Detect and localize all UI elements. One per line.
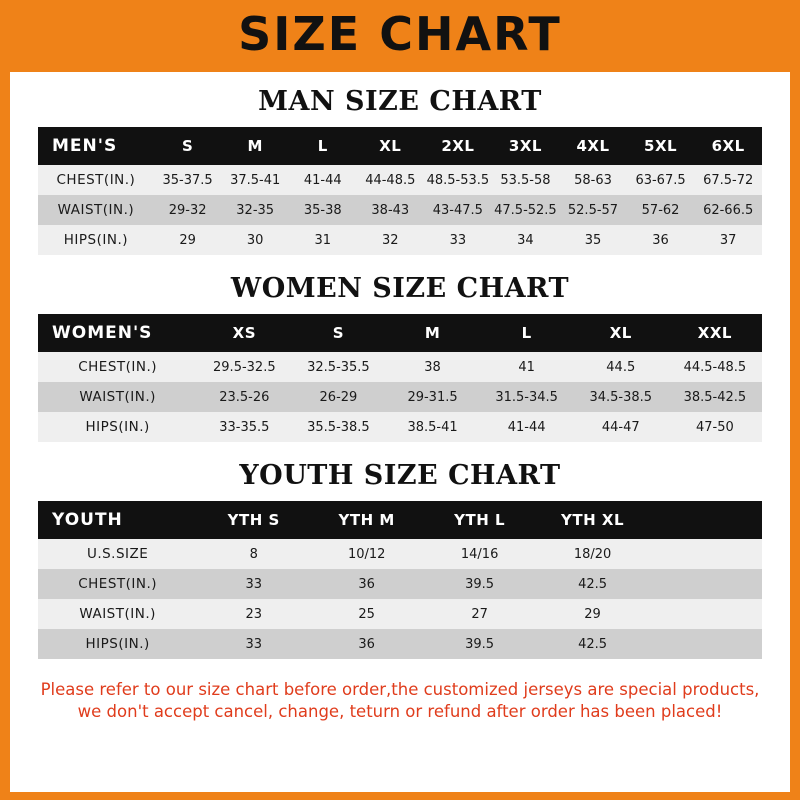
women-cell-1-4: 34.5-38.5 [574, 382, 668, 412]
header-bar [10, 0, 790, 72]
man-cell-0-3: 44-48.5 [357, 165, 425, 195]
man-cell-0-6: 58-63 [559, 165, 627, 195]
man-col-0: S [154, 127, 222, 165]
man-cell-0-5: 53.5-58 [492, 165, 560, 195]
table-row [38, 629, 762, 659]
man-header-label: MEN'S [38, 127, 154, 165]
women-cell-2-2: 38.5-41 [385, 412, 479, 442]
man-col-5: 3XL [492, 127, 560, 165]
youth-cell-2-0: 23 [197, 599, 310, 629]
youth-cell-1-3: 42.5 [536, 569, 649, 599]
youth-cell-0-0: 8 [197, 539, 310, 569]
youth-col-3: YTH XL [536, 501, 649, 539]
youth-cell-2-2: 27 [423, 599, 536, 629]
man-cell-1-2: 35-38 [289, 195, 357, 225]
man-size-chart [10, 127, 790, 255]
page-title: SIZE CHART [238, 7, 562, 61]
table-row [38, 225, 762, 255]
youth-row-3-label: HIPS(IN.) [38, 629, 197, 659]
man-row-2-label: HIPS(IN.) [38, 225, 154, 255]
youth-size-table [38, 501, 762, 659]
women-cell-2-5: 47-50 [668, 412, 762, 442]
section-title-women: WOMEN SIZE CHART [230, 273, 570, 304]
man-cell-2-2: 31 [289, 225, 357, 255]
table-header-row [38, 501, 762, 539]
women-cell-1-3: 31.5-34.5 [480, 382, 574, 412]
youth-row-2-label: WAIST(IN.) [38, 599, 197, 629]
note-line-1: Please refer to our size chart before order,the customized jerseys are special products, [40, 680, 760, 699]
youth-col-1: YTH M [310, 501, 423, 539]
man-cell-1-8: 62-66.5 [694, 195, 762, 225]
youth-table-body [38, 539, 762, 659]
table-row [38, 539, 762, 569]
man-cell-2-1: 30 [221, 225, 289, 255]
man-cell-1-7: 57-62 [627, 195, 695, 225]
table-header-row [38, 314, 762, 352]
table-row [38, 569, 762, 599]
youth-col-2: YTH L [423, 501, 536, 539]
man-row-1-label: WAIST(IN.) [38, 195, 154, 225]
man-cell-2-4: 33 [424, 225, 492, 255]
youth-cell-2-3: 29 [536, 599, 649, 629]
man-cell-0-1: 37.5-41 [221, 165, 289, 195]
women-cell-2-4: 44-47 [574, 412, 668, 442]
man-col-3: XL [357, 127, 425, 165]
youth-header-label: YOUTH [38, 501, 197, 539]
table-row [38, 599, 762, 629]
women-cell-1-5: 38.5-42.5 [668, 382, 762, 412]
man-cell-2-7: 36 [627, 225, 695, 255]
women-cell-1-1: 26-29 [291, 382, 385, 412]
man-cell-0-7: 63-67.5 [627, 165, 695, 195]
man-cell-1-4: 43-47.5 [424, 195, 492, 225]
youth-cell-2-4 [649, 599, 762, 629]
women-col-3: L [480, 314, 574, 352]
women-header-label: WOMEN'S [38, 314, 197, 352]
youth-cell-1-0: 33 [197, 569, 310, 599]
man-col-6: 4XL [559, 127, 627, 165]
youth-size-chart [10, 501, 790, 659]
section-title-man: MAN SIZE CHART [258, 86, 542, 117]
table-header-row [38, 127, 762, 165]
man-cell-2-6: 35 [559, 225, 627, 255]
man-table-body [38, 165, 762, 255]
man-col-8: 6XL [694, 127, 762, 165]
women-cell-1-2: 29-31.5 [385, 382, 479, 412]
man-cell-1-6: 52.5-57 [559, 195, 627, 225]
youth-row-0-label: U.S.SIZE [38, 539, 197, 569]
women-row-0-label: CHEST(IN.) [38, 352, 197, 382]
man-cell-2-5: 34 [492, 225, 560, 255]
man-size-table [38, 127, 762, 255]
youth-cell-0-1: 10/12 [310, 539, 423, 569]
man-row-0-label: CHEST(IN.) [38, 165, 154, 195]
women-cell-2-1: 35.5-38.5 [291, 412, 385, 442]
women-cell-1-0: 23.5-26 [197, 382, 291, 412]
youth-cell-3-2: 39.5 [423, 629, 536, 659]
section-title-youth: YOUTH SIZE CHART [239, 460, 561, 491]
women-cell-2-0: 33-35.5 [197, 412, 291, 442]
youth-row-1-label: CHEST(IN.) [38, 569, 197, 599]
youth-cell-3-1: 36 [310, 629, 423, 659]
man-col-1: M [221, 127, 289, 165]
man-cell-1-1: 32-35 [221, 195, 289, 225]
women-cell-0-0: 29.5-32.5 [197, 352, 291, 382]
table-row [38, 195, 762, 225]
youth-col-4 [649, 501, 762, 539]
order-policy-note [10, 673, 790, 724]
women-cell-0-3: 41 [480, 352, 574, 382]
youth-cell-1-4 [649, 569, 762, 599]
women-cell-0-2: 38 [385, 352, 479, 382]
man-cell-2-8: 37 [694, 225, 762, 255]
women-col-5: XXL [668, 314, 762, 352]
youth-cell-3-4 [649, 629, 762, 659]
women-col-2: M [385, 314, 479, 352]
man-cell-0-8: 67.5-72 [694, 165, 762, 195]
table-row [38, 352, 762, 382]
youth-cell-0-3: 18/20 [536, 539, 649, 569]
man-cell-2-3: 32 [357, 225, 425, 255]
women-cell-2-3: 41-44 [480, 412, 574, 442]
youth-cell-3-0: 33 [197, 629, 310, 659]
women-table-head [38, 314, 762, 352]
man-cell-0-4: 48.5-53.5 [424, 165, 492, 195]
women-row-2-label: HIPS(IN.) [38, 412, 197, 442]
man-table-head [38, 127, 762, 165]
man-cell-1-0: 29-32 [154, 195, 222, 225]
women-table-body [38, 352, 762, 442]
women-col-0: XS [197, 314, 291, 352]
man-cell-1-3: 38-43 [357, 195, 425, 225]
youth-cell-0-4 [649, 539, 762, 569]
women-col-1: S [291, 314, 385, 352]
man-cell-0-2: 41-44 [289, 165, 357, 195]
man-col-4: 2XL [424, 127, 492, 165]
women-row-1-label: WAIST(IN.) [38, 382, 197, 412]
table-row [38, 382, 762, 412]
youth-cell-3-3: 42.5 [536, 629, 649, 659]
table-row [38, 165, 762, 195]
women-size-chart [10, 314, 790, 442]
women-cell-0-1: 32.5-35.5 [291, 352, 385, 382]
man-cell-2-0: 29 [154, 225, 222, 255]
youth-col-0: YTH S [197, 501, 310, 539]
women-cell-0-4: 44.5 [574, 352, 668, 382]
women-col-4: XL [574, 314, 668, 352]
youth-cell-1-1: 36 [310, 569, 423, 599]
youth-cell-1-2: 39.5 [423, 569, 536, 599]
man-cell-0-0: 35-37.5 [154, 165, 222, 195]
man-cell-1-5: 47.5-52.5 [492, 195, 560, 225]
note-line-2: we don't accept cancel, change, teturn or refund after order has been placed! [77, 702, 723, 722]
youth-table-head [38, 501, 762, 539]
women-cell-0-5: 44.5-48.5 [668, 352, 762, 382]
youth-cell-0-2: 14/16 [423, 539, 536, 569]
women-size-table [38, 314, 762, 442]
table-row [38, 412, 762, 442]
man-col-7: 5XL [627, 127, 695, 165]
man-col-2: L [289, 127, 357, 165]
youth-cell-2-1: 25 [310, 599, 423, 629]
